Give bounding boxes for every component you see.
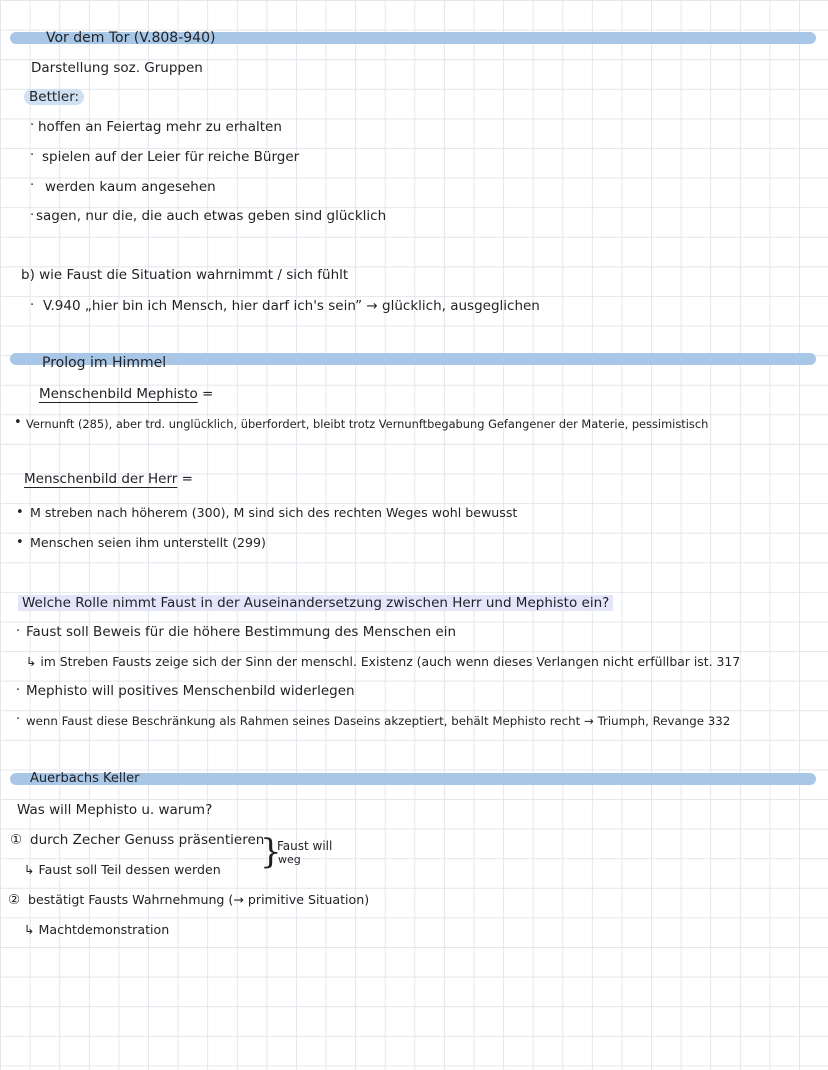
section1-label: Bettler:: [24, 88, 84, 106]
list-item: sagen, nur die, die auch etwas geben sind glücklich: [36, 208, 387, 224]
bullet-dot: ·: [30, 208, 35, 223]
number-one-icon: ①: [10, 832, 23, 848]
bullet-dot: ·: [16, 624, 21, 639]
menschenbild-mephisto-heading: Menschenbild Mephisto =: [39, 386, 214, 402]
menschenbild-herr-heading: Menschenbild der Herr =: [24, 471, 193, 487]
section1-sub-b: b) wie Faust die Situation wahrnimmt / sich fühlt: [21, 267, 349, 283]
herr-item: M streben nach höherem (300), M sind sich des rechten Weges wohl bewusst: [30, 505, 518, 520]
bullet-dot: ·: [16, 683, 21, 698]
brace-note: Faust will: [277, 839, 333, 853]
faust-role-question: Welche Rolle nimmt Faust in der Auseinandersetzung zwischen Herr und Mephisto ein?: [18, 594, 613, 612]
section3-question: Was will Mephisto u. warum?: [17, 802, 213, 818]
herr-item: Menschen seien ihm unterstellt (299): [30, 535, 266, 550]
bullet-dot: ·: [30, 148, 35, 163]
answer-item: wenn Faust diese Beschränkung als Rahmen seines Daseins akzeptiert, behält Mephisto recht → Triumph, Revange 332: [26, 714, 731, 728]
section3-item-1-sub: ↳ Faust soll Teil dessen werden: [24, 862, 221, 877]
section-title-3: Auerbachs Keller: [30, 771, 140, 786]
list-item: spielen auf der Leier für reiche Bürger: [42, 149, 300, 165]
section3-item-2: bestätigt Fausts Wahrnehmung (→ primitive Situation): [28, 892, 370, 907]
mephisto-item: Vernunft (285), aber trd. unglücklich, überfordert, bleibt trotz Vernunftbegabung Gefangener der Materie, pessimistisch: [26, 417, 709, 431]
bullet-dot: ·: [16, 712, 21, 727]
list-item: hoffen an Feiertag mehr zu erhalten: [38, 119, 282, 135]
section-title-1: Vor dem Tor (V.808-940): [46, 30, 216, 46]
brace-note: weg: [278, 853, 301, 866]
list-item: werden kaum angesehen: [45, 179, 216, 195]
number-two-icon: ②: [8, 892, 21, 908]
curly-brace-icon: }: [260, 832, 282, 872]
bullet-dot: ·: [30, 178, 35, 193]
section3-item-1: durch Zecher Genuss präsentieren: [30, 832, 265, 848]
section3-item-2-sub: ↳ Machtdemonstration: [24, 922, 170, 937]
bullet-dot: ·: [30, 298, 35, 313]
bullet-dot: •: [16, 535, 24, 550]
answer-item: Mephisto will positives Menschenbild widerlegen: [26, 683, 355, 699]
section1-sub-b-item: V.940 „hier bin ich Mensch, hier darf ich's sein” → glücklich, ausgeglichen: [43, 298, 540, 314]
section1-subtitle: Darstellung soz. Gruppen: [31, 60, 203, 76]
bullet-dot: •: [14, 415, 22, 430]
bullet-dot: •: [16, 505, 24, 520]
bullet-dot: ·: [30, 118, 35, 133]
answer-item: Faust soll Beweis für die höhere Bestimmung des Menschen ein: [26, 624, 457, 640]
section-title-2: Prolog im Himmel: [42, 355, 167, 371]
answer-sub-item: ↳ im Streben Fausts zeige sich der Sinn der menschl. Existenz (auch wenn dieses Verlangen nicht erfüllbar ist. 317: [26, 654, 741, 669]
